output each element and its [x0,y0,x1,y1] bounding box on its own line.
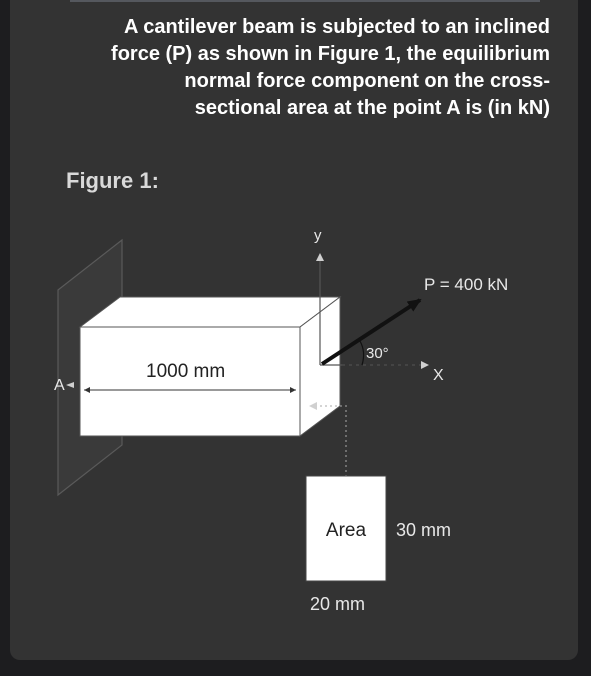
y-axis-label: y [314,227,322,244]
section-width-label: 20 mm [310,594,366,614]
point-a-label: A [54,377,65,394]
force-label: P = 400 kN [424,275,509,294]
question-line: force (P) as shown in Figure 1, the equilibrium [111,43,550,65]
x-axis-label: X [433,367,444,384]
angle-label: 30° [366,345,389,362]
area-label: Area [325,520,367,541]
angle-arc [360,341,364,365]
question-line: A cantilever beam is subjected to an inclined [123,16,550,38]
section-height-label: 30 mm [396,520,452,540]
question-line: normal force component on the cross- [184,70,550,92]
figure-label: Figure 1: [66,168,159,193]
question-line: sectional area at the point A is (in kN) [194,97,550,119]
beam-top-face [80,297,340,327]
length-label: 1000 mm [146,361,226,382]
